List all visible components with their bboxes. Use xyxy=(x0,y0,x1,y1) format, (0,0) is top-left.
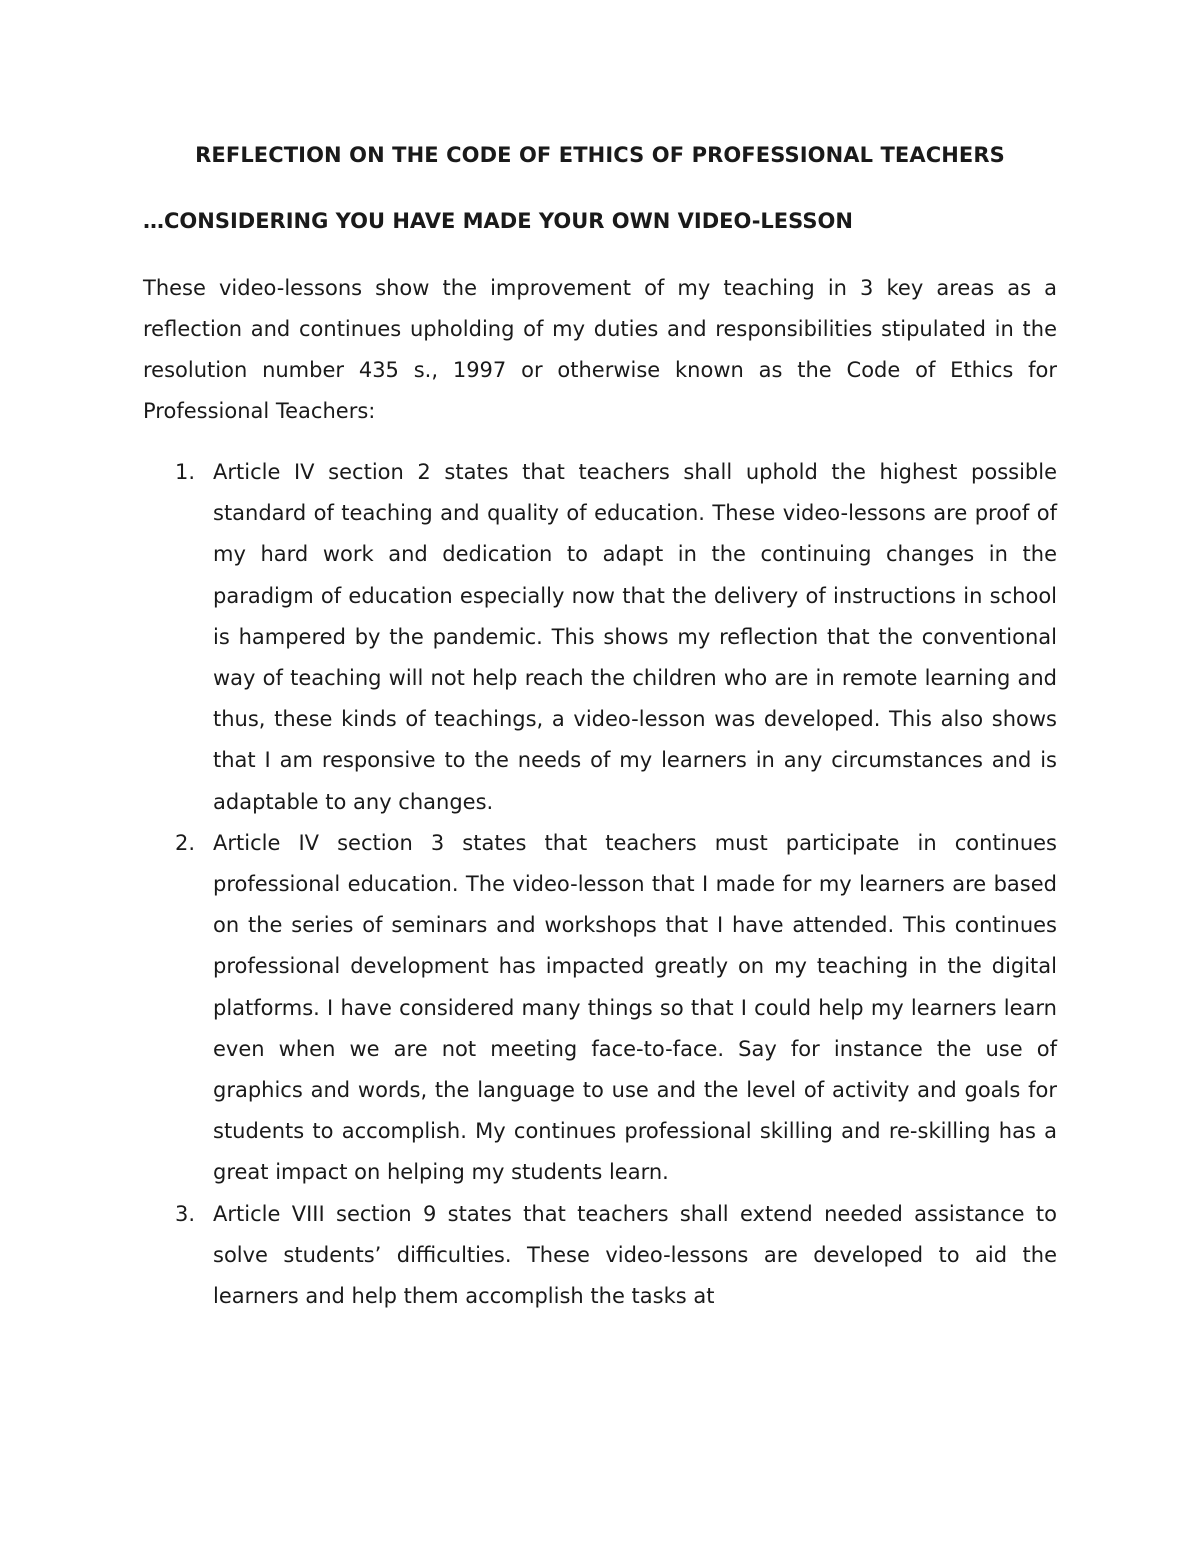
list-item-number: 1. xyxy=(175,460,196,484)
list-item-number: 2. xyxy=(175,830,196,855)
list-item-text: Article IV section 3 states that teachers must participate in continues professional education. The video-lesson that I made for my learners are based on the series of seminars and workshops that I have attended. This continues professional development has impacted greatly on my teaching in the digital platforms. I have considered many things so that I could help my learners learn even when we are not meeting face-to-face. Say for instance the use of graphics and words, the language to use and the level of activity and goals for students to accomplish. My continues professional skilling and re-skilling has a great impact on helping my students learn. xyxy=(213,830,1057,1185)
list-item-article-1 xyxy=(143,452,1057,823)
articles-list xyxy=(143,452,1057,1317)
list-item-article-2 xyxy=(143,823,1057,1194)
list-item-text: Article IV section 2 states that teachers shall uphold the highest possible standard of teaching and quality of education. These video-lessons are proof of my hard work and dedication to adapt in the continuing changes in the paradigm of education especially now that the delivery of instructions in school is hampered by the pandemic. This shows my reflection that the conventional way of teaching will not help reach the children who are in remote learning and thus, these kinds of teachings, a video-lesson was developed. This also shows that I am responsive to the needs of my learners in any circumstances and is adaptable to any changes. xyxy=(213,460,1057,814)
list-item-article-3 xyxy=(143,1194,1057,1318)
document-page xyxy=(143,140,1057,1317)
document-title: REFLECTION ON THE CODE OF ETHICS OF PROFESSIONAL TEACHERS xyxy=(195,143,1005,167)
list-item-number: 3. xyxy=(175,1201,196,1226)
list-item-text: Article VIII section 9 states that teachers shall extend needed assistance to solve students’ difficulties. These video-lessons are developed to aid the learners and help them accomplish the tasks at xyxy=(213,1201,1057,1309)
document-subtitle: …CONSIDERING YOU HAVE MADE YOUR OWN VIDEO-LESSON xyxy=(143,209,853,233)
intro-paragraph: These video-lessons show the improvement of my teaching in 3 key areas as a reflection and continues upholding of my duties and responsibilities stipulated in the resolution number 435 s., 1997 or otherwise known as the Code of Ethics for Professional Teachers: xyxy=(143,276,1057,423)
